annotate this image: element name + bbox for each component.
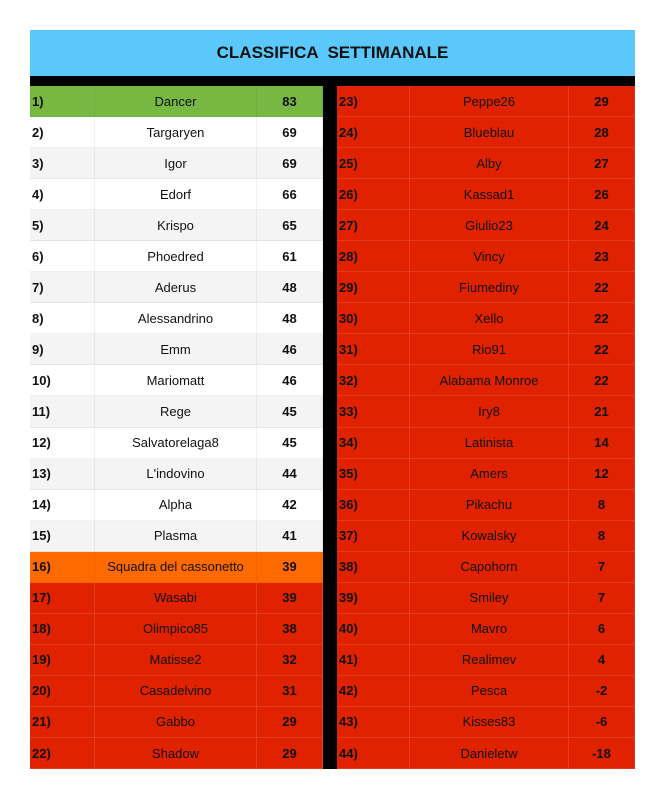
cell-rank: 7) [30, 272, 95, 303]
cell-rank: 22) [30, 738, 95, 769]
title-banner [30, 30, 635, 76]
table-row [337, 459, 635, 490]
cell-score: 46 [257, 334, 323, 365]
cell-name: Edorf [95, 179, 257, 210]
table-row [337, 303, 635, 334]
cell-rank: 13) [30, 459, 95, 490]
cell-rank: 43) [337, 707, 410, 738]
table-row [337, 645, 635, 676]
cell-rank: 17) [30, 583, 95, 614]
cell-name: Rio91 [410, 334, 569, 365]
cell-name: Mariomatt [95, 365, 257, 396]
cell-score: 61 [257, 241, 323, 272]
cell-score: 31 [257, 676, 323, 707]
table-row [30, 490, 323, 521]
cell-rank: 35) [337, 459, 410, 490]
cell-score: 69 [257, 148, 323, 179]
table-row [30, 459, 323, 490]
table-row [337, 396, 635, 427]
cell-rank: 4) [30, 179, 95, 210]
cell-rank: 20) [30, 676, 95, 707]
cell-score: 7 [569, 552, 635, 583]
cell-name: Matisse2 [95, 645, 257, 676]
cell-name: Casadelvino [95, 676, 257, 707]
cell-score: 69 [257, 117, 323, 148]
cell-score: -2 [569, 676, 635, 707]
cell-name: Kassad1 [410, 179, 569, 210]
table-row [30, 738, 323, 769]
cell-rank: 21) [30, 707, 95, 738]
cell-score: 66 [257, 179, 323, 210]
cell-name: Xello [410, 303, 569, 334]
cell-rank: 27) [337, 210, 410, 241]
cell-score: 26 [569, 179, 635, 210]
cell-name: Phoedred [95, 241, 257, 272]
cell-score: 39 [257, 552, 323, 583]
table-row [337, 86, 635, 117]
cell-score: 42 [257, 490, 323, 521]
table-row [337, 148, 635, 179]
table-row [337, 117, 635, 148]
cell-name: Kowalsky [410, 521, 569, 552]
cell-rank: 9) [30, 334, 95, 365]
cell-name: Pesca [410, 676, 569, 707]
cell-score: 8 [569, 490, 635, 521]
cell-name: Igor [95, 148, 257, 179]
cell-name: Emm [95, 334, 257, 365]
cell-rank: 2) [30, 117, 95, 148]
cell-score: 83 [257, 86, 323, 117]
cell-rank: 34) [337, 428, 410, 459]
cell-score: 39 [257, 583, 323, 614]
cell-rank: 3) [30, 148, 95, 179]
cell-name: Aderus [95, 272, 257, 303]
cell-name: Iry8 [410, 396, 569, 427]
table-row [30, 303, 323, 334]
table-row [30, 365, 323, 396]
cell-score: 48 [257, 303, 323, 334]
cell-name: Dancer [95, 86, 257, 117]
cell-score: -6 [569, 707, 635, 738]
table-row [30, 707, 323, 738]
cell-rank: 25) [337, 148, 410, 179]
table-row [30, 396, 323, 427]
cell-name: Shadow [95, 738, 257, 769]
table-row [337, 210, 635, 241]
cell-name: Rege [95, 396, 257, 427]
cell-rank: 31) [337, 334, 410, 365]
table-row [337, 334, 635, 365]
table-row [30, 272, 323, 303]
cell-name: Danieletw [410, 738, 569, 769]
cell-name: Alessandrino [95, 303, 257, 334]
cell-score: 27 [569, 148, 635, 179]
table-row [30, 428, 323, 459]
table-row [30, 241, 323, 272]
cell-name: Gabbo [95, 707, 257, 738]
cell-name: Smiley [410, 583, 569, 614]
cell-rank: 30) [337, 303, 410, 334]
cell-score: 28 [569, 117, 635, 148]
cell-name: Alby [410, 148, 569, 179]
cell-rank: 29) [337, 272, 410, 303]
cell-score: 29 [569, 86, 635, 117]
cell-rank: 18) [30, 614, 95, 645]
cell-score: 29 [257, 738, 323, 769]
cell-rank: 8) [30, 303, 95, 334]
table-row [30, 583, 323, 614]
cell-name: Olimpico85 [95, 614, 257, 645]
table-row [337, 179, 635, 210]
cell-name: Pikachu [410, 490, 569, 521]
column-divider [323, 86, 337, 769]
cell-score: 22 [569, 272, 635, 303]
table-row [337, 707, 635, 738]
cell-score: 14 [569, 428, 635, 459]
cell-score: 22 [569, 334, 635, 365]
cell-score: 46 [257, 365, 323, 396]
cell-rank: 16) [30, 552, 95, 583]
cell-name: Salvatorelaga8 [95, 428, 257, 459]
table-row [30, 552, 323, 583]
page-title: CLASSIFICA SETTIMANALE [216, 43, 449, 62]
cell-score: 22 [569, 365, 635, 396]
cell-score: 41 [257, 521, 323, 552]
cell-score: 23 [569, 241, 635, 272]
table-row [337, 365, 635, 396]
cell-name: Alabama Monroe [410, 365, 569, 396]
standings-table-right [337, 86, 635, 769]
cell-name: Krispo [95, 210, 257, 241]
cell-score: 21 [569, 396, 635, 427]
cell-score: 65 [257, 210, 323, 241]
cell-name: Squadra del cassonetto [95, 552, 257, 583]
cell-score: 4 [569, 645, 635, 676]
cell-rank: 40) [337, 614, 410, 645]
cell-name: Peppe26 [410, 86, 569, 117]
cell-rank: 14) [30, 490, 95, 521]
cell-score: -18 [569, 738, 635, 769]
cell-name: Mavro [410, 614, 569, 645]
table-row [337, 521, 635, 552]
cell-score: 22 [569, 303, 635, 334]
standings-table-left [30, 86, 323, 769]
table-row [337, 676, 635, 707]
cell-name: Capohorn [410, 552, 569, 583]
cell-rank: 28) [337, 241, 410, 272]
table-row [30, 334, 323, 365]
table-row [337, 614, 635, 645]
table-row [30, 676, 323, 707]
table-row [337, 552, 635, 583]
table-row [30, 210, 323, 241]
cell-score: 44 [257, 459, 323, 490]
cell-score: 45 [257, 396, 323, 427]
cell-rank: 26) [337, 179, 410, 210]
table-row [337, 272, 635, 303]
cell-rank: 37) [337, 521, 410, 552]
table-row [30, 117, 323, 148]
cell-name: Realimev [410, 645, 569, 676]
table-row [337, 738, 635, 769]
table-row [337, 241, 635, 272]
cell-score: 7 [569, 583, 635, 614]
table-row [30, 148, 323, 179]
cell-rank: 11) [30, 396, 95, 427]
cell-score: 24 [569, 210, 635, 241]
cell-name: Blueblau [410, 117, 569, 148]
header-divider [30, 76, 635, 86]
cell-rank: 12) [30, 428, 95, 459]
table-row [30, 179, 323, 210]
cell-name: Wasabi [95, 583, 257, 614]
cell-rank: 10) [30, 365, 95, 396]
cell-rank: 6) [30, 241, 95, 272]
cell-score: 48 [257, 272, 323, 303]
cell-name: Vincy [410, 241, 569, 272]
cell-score: 32 [257, 645, 323, 676]
cell-score: 8 [569, 521, 635, 552]
cell-name: Kisses83 [410, 707, 569, 738]
cell-rank: 32) [337, 365, 410, 396]
table-row [30, 521, 323, 552]
cell-name: Giulio23 [410, 210, 569, 241]
cell-rank: 33) [337, 396, 410, 427]
cell-name: Plasma [95, 521, 257, 552]
table-row [30, 86, 323, 117]
cell-name: L'indovino [95, 459, 257, 490]
table-row [30, 614, 323, 645]
table-row [337, 490, 635, 521]
cell-rank: 41) [337, 645, 410, 676]
cell-rank: 38) [337, 552, 410, 583]
cell-rank: 42) [337, 676, 410, 707]
cell-name: Latinista [410, 428, 569, 459]
cell-score: 29 [257, 707, 323, 738]
cell-rank: 5) [30, 210, 95, 241]
cell-score: 6 [569, 614, 635, 645]
cell-name: Targaryen [95, 117, 257, 148]
cell-rank: 19) [30, 645, 95, 676]
cell-rank: 15) [30, 521, 95, 552]
table-row [337, 428, 635, 459]
cell-rank: 24) [337, 117, 410, 148]
cell-rank: 1) [30, 86, 95, 117]
cell-rank: 23) [337, 86, 410, 117]
cell-name: Amers [410, 459, 569, 490]
cell-name: Fiumediny [410, 272, 569, 303]
table-row [30, 645, 323, 676]
cell-score: 38 [257, 614, 323, 645]
cell-rank: 44) [337, 738, 410, 769]
cell-score: 12 [569, 459, 635, 490]
cell-score: 45 [257, 428, 323, 459]
table-row [337, 583, 635, 614]
cell-rank: 39) [337, 583, 410, 614]
cell-rank: 36) [337, 490, 410, 521]
cell-name: Alpha [95, 490, 257, 521]
